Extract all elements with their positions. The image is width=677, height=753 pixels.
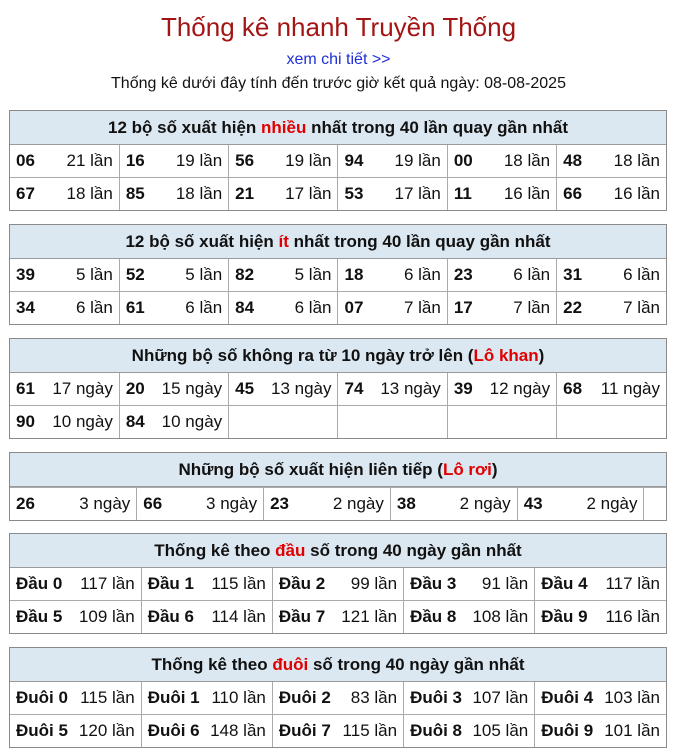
stat-key: 66 — [563, 184, 583, 203]
stat-count: 19 lần — [394, 151, 441, 170]
stat-key: 39 — [453, 379, 473, 398]
stat-key: Đuôi 1 — [147, 688, 200, 707]
stat-key: 48 — [563, 151, 583, 170]
stat-count: 109 lần — [78, 607, 135, 626]
stat-cell — [447, 292, 556, 325]
stat-key: 38 — [396, 494, 416, 513]
stat-count: 3 ngày — [79, 494, 131, 513]
stat-key: 84 — [235, 298, 255, 317]
table-row — [10, 488, 666, 521]
stat-cell — [119, 292, 228, 325]
stat-key: 43 — [523, 494, 543, 513]
stat-key: Đuôi 9 — [541, 721, 594, 740]
table-row — [10, 145, 666, 178]
table-row — [10, 715, 666, 748]
stat-count: 11 ngày — [600, 379, 660, 398]
stat-count: 12 ngày — [489, 379, 551, 398]
stat-cell — [338, 292, 447, 325]
stat-key: 94 — [344, 151, 364, 170]
stat-count: 5 lần — [75, 265, 113, 284]
stat-cell — [10, 488, 137, 521]
stat-key: 26 — [16, 494, 35, 513]
stat-count: 121 lần — [341, 607, 398, 626]
stat-cell — [404, 601, 535, 634]
stat-key: Đuôi 4 — [541, 688, 594, 707]
stat-cell — [10, 601, 141, 634]
stat-cell — [119, 145, 228, 178]
stat-key: Đuôi 5 — [16, 721, 68, 740]
stat-count: 83 lần — [350, 688, 398, 707]
stat-count: 2 ngày — [459, 494, 511, 513]
stat-count: 107 lần — [472, 688, 529, 707]
stats-table — [10, 682, 666, 747]
stat-count: 108 lần — [472, 607, 529, 626]
stat-count: 6 lần — [623, 265, 660, 284]
stat-count: 19 lần — [175, 151, 223, 170]
stat-cell — [338, 406, 447, 439]
stat-key: 66 — [143, 494, 163, 513]
section-header: Thống kê theo đầu số trong 40 ngày gần nhất — [10, 534, 666, 568]
stat-cell — [10, 292, 119, 325]
stat-count: 17 ngày — [52, 379, 113, 398]
stat-cell — [229, 145, 338, 178]
stat-key: 07 — [344, 298, 364, 317]
stat-key: Đuôi 0 — [16, 688, 68, 707]
stat-count: 99 lần — [350, 574, 398, 593]
stat-key: 84 — [125, 412, 145, 431]
stat-cell — [447, 373, 556, 406]
stat-key: Đuôi 6 — [147, 721, 200, 740]
stat-cell — [10, 145, 119, 178]
stat-count: 116 lần — [605, 607, 660, 626]
stat-cell — [404, 715, 535, 748]
stat-count: 15 ngày — [161, 379, 223, 398]
stat-key: 23 — [270, 494, 290, 513]
stat-count: 115 lần — [211, 574, 266, 593]
stat-key: Đầu 5 — [16, 607, 63, 626]
stat-cell — [119, 373, 228, 406]
section-header: Những bộ số xuất hiện liên tiếp (Lô rơi) — [10, 453, 666, 487]
stat-cell — [447, 259, 556, 292]
stat-count: 117 lần — [605, 574, 660, 593]
stat-key: 20 — [125, 379, 145, 398]
stat-key: 11 — [453, 184, 472, 203]
stat-key: 56 — [235, 151, 255, 170]
stat-key: Đầu 0 — [16, 574, 63, 593]
stat-count: 6 lần — [294, 298, 332, 317]
stat-key: 22 — [563, 298, 583, 317]
stat-cell — [535, 682, 666, 715]
head-digit-section — [9, 533, 667, 634]
stat-count: 120 lần — [78, 721, 135, 740]
stat-cell — [119, 178, 228, 211]
stat-cell — [447, 145, 556, 178]
stat-count: 10 ngày — [52, 412, 113, 431]
stat-count: 6 lần — [185, 298, 223, 317]
stat-key: Đầu 6 — [147, 607, 194, 626]
stat-cell — [10, 178, 119, 211]
stat-key: 90 — [16, 412, 35, 431]
stat-count: 13 ngày — [380, 379, 441, 398]
stat-count: 2 ngày — [586, 494, 638, 513]
stat-key: 39 — [16, 265, 35, 284]
stats-table — [10, 568, 666, 633]
least-frequent-section — [9, 224, 667, 325]
stat-count: 2 ngày — [332, 494, 384, 513]
table-row — [10, 259, 666, 292]
stat-cell — [10, 715, 141, 748]
stat-cell — [264, 488, 391, 521]
most-frequent-section — [9, 110, 667, 211]
stat-key: Đầu 9 — [541, 607, 588, 626]
section-header: Những bộ số không ra từ 10 ngày trở lên (Lô khan) — [10, 339, 666, 373]
stat-cell — [272, 568, 403, 601]
stat-count: 101 lần — [604, 721, 660, 740]
empty-cell — [644, 488, 666, 521]
stat-count: 114 lần — [211, 607, 266, 626]
stats-table — [10, 373, 666, 438]
section-header: 12 bộ số xuất hiện nhiều nhất trong 40 lần quay gần nhất — [10, 111, 666, 145]
stat-cell — [404, 682, 535, 715]
stat-count: 13 ngày — [270, 379, 332, 398]
stat-cell — [10, 373, 119, 406]
stat-count: 16 lần — [503, 184, 551, 203]
stat-count: 16 lần — [613, 184, 660, 203]
stat-cell — [141, 715, 272, 748]
stat-cell — [535, 715, 666, 748]
stat-cell — [10, 682, 141, 715]
stat-count: 115 lần — [342, 721, 398, 740]
stat-key: 52 — [125, 265, 145, 284]
stat-cell — [338, 259, 447, 292]
stat-key: 61 — [125, 298, 145, 317]
stat-key: Đầu 1 — [147, 574, 194, 593]
table-row — [10, 568, 666, 601]
stats-table — [10, 145, 666, 210]
stat-key: 61 — [16, 379, 35, 398]
stat-cell — [557, 145, 666, 178]
stat-key: 23 — [453, 265, 473, 284]
stat-key: 68 — [563, 379, 583, 398]
stat-key: Đầu 7 — [278, 607, 326, 626]
stat-cell — [10, 259, 119, 292]
table-row — [10, 601, 666, 634]
stat-key: 18 — [344, 265, 364, 284]
stat-count: 6 lần — [513, 265, 551, 284]
stat-count: 17 lần — [394, 184, 441, 203]
stat-key: 00 — [453, 151, 473, 170]
table-row — [10, 292, 666, 325]
stat-key: 06 — [16, 151, 35, 170]
stat-key: Đầu 3 — [410, 574, 457, 593]
stat-key: Đuôi 7 — [278, 721, 331, 740]
stat-cell — [338, 373, 447, 406]
stat-cell — [447, 406, 556, 439]
stat-key: Đầu 4 — [541, 574, 588, 593]
stat-cell — [119, 259, 228, 292]
stat-key: 53 — [344, 184, 364, 203]
table-row — [10, 178, 666, 211]
table-row — [10, 406, 666, 439]
stat-key: Đuôi 2 — [278, 688, 331, 707]
stat-key: 16 — [125, 151, 145, 170]
stat-cell — [272, 682, 403, 715]
stats-table — [10, 259, 666, 324]
stat-count: 148 lần — [210, 721, 266, 740]
table-row — [10, 682, 666, 715]
stat-key: 17 — [453, 298, 473, 317]
stat-count: 117 lần — [80, 574, 135, 593]
stat-cell — [141, 601, 272, 634]
stat-cell — [141, 682, 272, 715]
stat-key: 85 — [125, 184, 145, 203]
stat-cell — [119, 406, 228, 439]
stat-count: 21 lần — [66, 151, 113, 170]
stat-cell — [557, 259, 666, 292]
stat-cell — [404, 568, 535, 601]
stat-key: Đuôi 8 — [410, 721, 463, 740]
stat-cell — [557, 406, 666, 439]
stat-cell — [229, 406, 338, 439]
stat-count: 6 lần — [75, 298, 113, 317]
stat-count: 115 lần — [80, 688, 135, 707]
stat-cell — [535, 601, 666, 634]
stat-count: 3 ngày — [206, 494, 258, 513]
stat-key: 74 — [344, 379, 364, 398]
stat-cell — [141, 568, 272, 601]
view-details-link[interactable]: xem chi tiết >> — [286, 51, 391, 68]
stat-count: 19 lần — [285, 151, 332, 170]
stat-key: 82 — [235, 265, 255, 284]
stat-cell — [338, 178, 447, 211]
stat-cell — [137, 488, 264, 521]
stat-count: 103 lần — [604, 688, 660, 707]
stat-count: 18 lần — [66, 184, 113, 203]
stat-cell — [229, 178, 338, 211]
stat-cell — [229, 259, 338, 292]
stat-key: Đuôi 3 — [410, 688, 463, 707]
stat-count: 6 lần — [403, 265, 441, 284]
stat-count: 105 lần — [472, 721, 529, 740]
stat-cell — [557, 178, 666, 211]
stat-count: 7 lần — [403, 298, 441, 317]
lo-khan-section — [9, 338, 667, 439]
stat-count: 7 lần — [623, 298, 660, 317]
stat-count: 91 lần — [481, 574, 529, 593]
stat-cell — [338, 145, 447, 178]
section-header: 12 bộ số xuất hiện ít nhất trong 40 lần quay gần nhất — [10, 225, 666, 259]
stat-key: Đầu 8 — [410, 607, 457, 626]
page-title: Thống kê nhanh Truyền Thống — [160, 12, 517, 42]
stat-count: 110 lần — [211, 688, 266, 707]
stat-cell — [517, 488, 644, 521]
stat-cell — [557, 373, 666, 406]
stat-key: 31 — [563, 265, 583, 284]
page-subtitle: Thống kê dưới đây tính đến trước giờ kết quả ngày: 08-08-2025 — [111, 75, 566, 92]
stat-count: 5 lần — [294, 265, 332, 284]
stat-cell — [535, 568, 666, 601]
stat-cell — [390, 488, 517, 521]
section-header: Thống kê theo đuôi số trong 40 ngày gần nhất — [10, 648, 666, 682]
stat-key: 45 — [235, 379, 255, 398]
stat-key: Đầu 2 — [278, 574, 326, 593]
stat-count: 18 lần — [175, 184, 223, 203]
stat-key: 67 — [16, 184, 35, 203]
stat-cell — [229, 292, 338, 325]
stat-count: 18 lần — [503, 151, 551, 170]
lo-roi-section — [9, 452, 667, 521]
tail-digit-section — [9, 647, 667, 748]
stat-key: 34 — [16, 298, 35, 317]
stat-cell — [557, 292, 666, 325]
stat-cell — [447, 178, 556, 211]
stats-table — [10, 487, 666, 520]
stat-count: 17 lần — [285, 184, 332, 203]
stat-cell — [272, 601, 403, 634]
table-row — [10, 373, 666, 406]
stat-count: 5 lần — [185, 265, 223, 284]
stat-cell — [229, 373, 338, 406]
stat-cell — [10, 406, 119, 439]
stat-key: 21 — [235, 184, 255, 203]
stat-cell — [10, 568, 141, 601]
stat-count: 10 ngày — [161, 412, 223, 431]
stat-cell — [272, 715, 403, 748]
stat-count: 18 lần — [613, 151, 660, 170]
stat-count: 7 lần — [513, 298, 551, 317]
